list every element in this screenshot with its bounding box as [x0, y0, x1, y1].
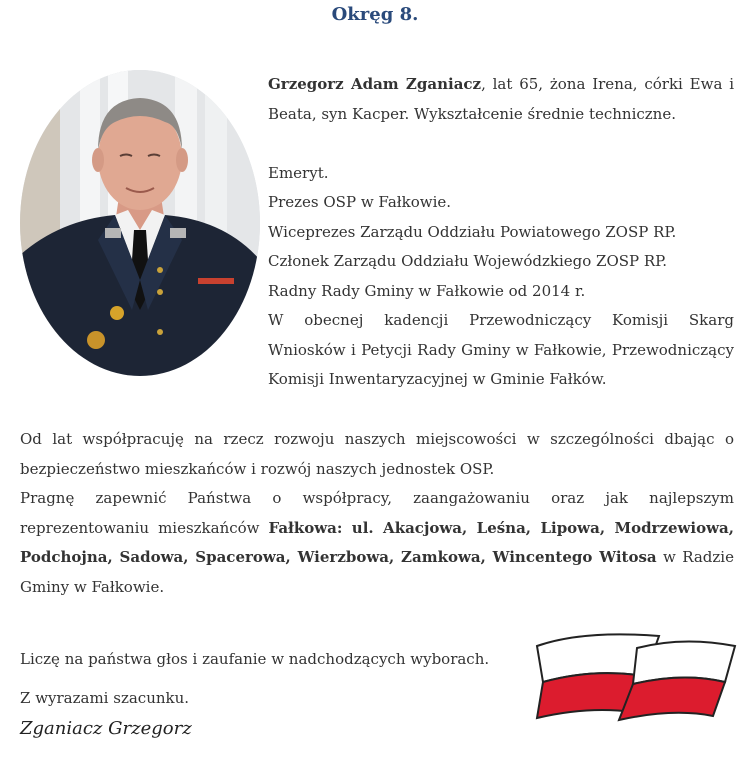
- bio-line-vice-president: Wiceprezes Zarządu Oddziału Powiatowego ZOSP RP.: [268, 222, 677, 241]
- p2-start: Pragnę zapewnić Państwa o współpracy, zaangażowaniu oraz jak najlepszym reprezentowaniu mieszkańców: [20, 489, 734, 537]
- bio-line-retired: Emeryt.: [268, 163, 329, 182]
- district-heading: Okręg 8.: [331, 4, 419, 25]
- flag-right: [619, 641, 735, 720]
- signature: Zganiacz Grzegorz: [20, 718, 192, 739]
- main-paragraph-2: [20, 484, 734, 602]
- bio-line-board-member: Członek Zarządu Oddziału Wojewódzkiego ZOSP RP.: [268, 252, 667, 270]
- main-text: [20, 425, 734, 602]
- closing-line-1: Liczę na państwa głos i zaufanie w nadchodzących wyborach.: [20, 650, 490, 668]
- portrait-illustration: [20, 70, 260, 376]
- bio-line-councillor: Radny Rady Gminy w Fałkowie od 2014 r.: [268, 281, 586, 300]
- p2-streets: Fałkowa: ul. Akacjowa, Leśna, Lipowa, Modrzewiowa, Podchojna, Sadowa, Spacerowa, Wierzbowa, Zamkowa, Wincentego Witosa: [20, 518, 734, 566]
- bio-section: [268, 70, 734, 395]
- candidate-portrait: [20, 70, 260, 376]
- main-paragraph-1: Od lat współpracuję na rzecz rozwoju naszych miejscowości w szczególności dbając o bezpieczeństwo mieszkańców i rozwój naszych jednostek OSP.: [20, 430, 734, 478]
- bio-intro: [268, 70, 734, 129]
- polish-flag: [533, 628, 738, 723]
- bio-line-osp-president: Prezes OSP w Fałkowie.: [268, 193, 452, 211]
- candidate-name: Grzegorz Adam Zganiacz: [268, 75, 482, 93]
- bio-kadencja: W obecnej kadencji Przewodniczący Komisji Skarg Wniosków i Petycji Rady Gminy w Fałkowie, Przewodniczący Komisji Inwentaryzacyjnej w Gminie Fałków.: [268, 311, 734, 388]
- closing-line-2: Z wyrazami szacunku.: [20, 689, 190, 707]
- p2-end: w Radzie Gminy w Fałkowie.: [20, 548, 734, 596]
- bio-intro-rest: , lat 65, żona Irena, córki Ewa i Beata, syn Kacper. Wykształcenie średnie techniczne.: [268, 75, 734, 123]
